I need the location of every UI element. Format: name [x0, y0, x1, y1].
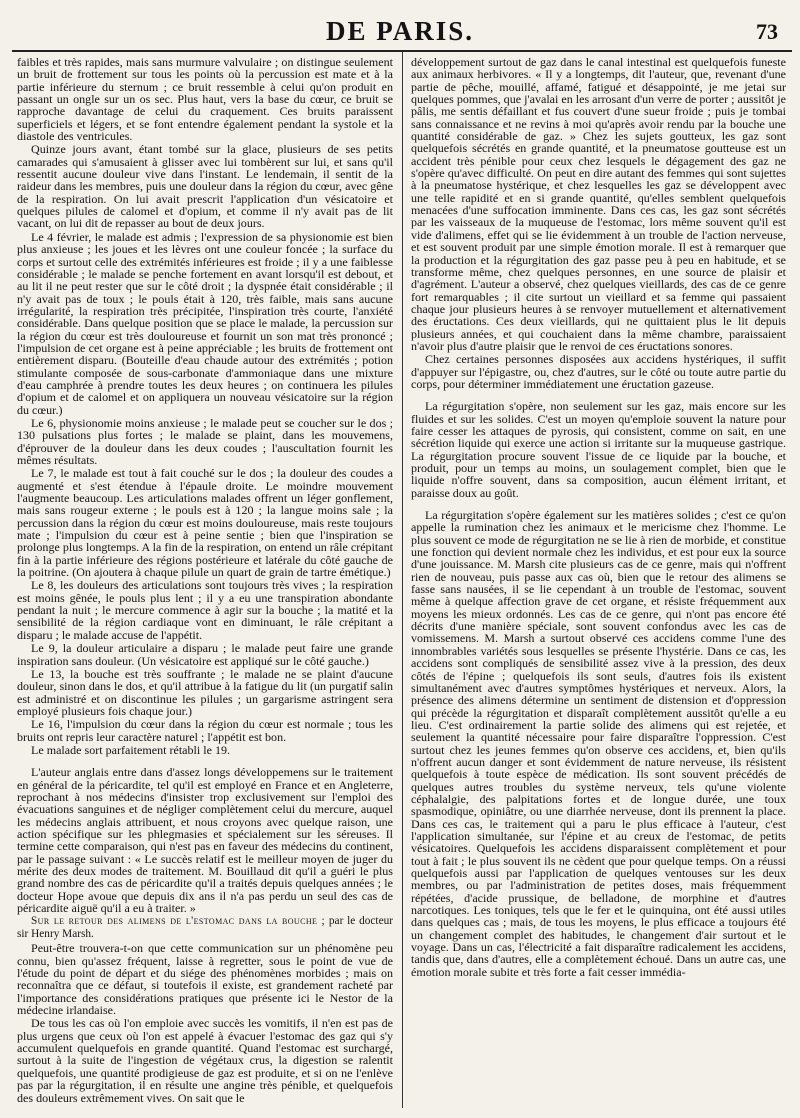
body-paragraph: De tous les cas où l'on emploie avec succès les vomitifs, il n'en est pas de plus urgens que ceux où l'on est appelé à évacuer l'estomac des gaz qui s'y accumulent quelquefois en grande quantité. Quand l'estomac est surchargé, surtout à la suite de l'ingestion de végétaux crus, la digestion se ralentit quelquefois, une quantité prodigieuse de gaz est produite, et si on ne l'enlève pas par la régurgitation, il en résulte une angine très pénible, et quelquefois des douleurs extrêmement vives. On sait que le [17, 1016, 393, 1105]
body-paragraph: Chez certaines personnes disposées aux accidens hystériques, il suffit d'appuyer sur l'épigastre, ou, chez d'autres, sur le côté ou toute autre partie du corps, pour déterminer immédiatement une éructation gazeuse. [411, 352, 786, 391]
section-heading [17, 915, 393, 941]
body-paragraph: Le 13, la bouche est très souffrante ; le malade ne se plaint d'aucune douleur, sinon dans le dos, et qu'il attribue à la fatigue du lit (un purgatif salin est administré et on discontinue les pilules ; un gargarisme astringent sera employé plusieurs fois chaque jour.) [17, 666, 393, 718]
body-paragraph: Le 6, physionomie moins anxieuse ; le malade peut se coucher sur le dos ; 130 pulsations plus fortes ; le malade se plaint, dans les mouvemens, d'éprouver de la douleur dans les deux coudes ; l'auscultation fournit les mêmes résultats. [17, 415, 393, 467]
running-title: DE PARIS. [325, 16, 475, 46]
body-paragraph: Le 7, le malade est tout à fait couché sur le dos ; la douleur des coudes a augmenté et s'est étendue à l'épaule droite. Le moindre mouvement l'augmente beaucoup. Les articulations malades offrent un léger gonflement, mais sans rougeur externe ; le pouls est à 120 ; la langue moins sale ; la percussion dans la région du cœur est moins douloureuse, mais reste toujours mate ; l'impulsion du cœur est à peine sentie ; bien que l'inspiration se prolonge plus longtemps. A la fin de la respiration, on entend un râle crépitant fin à la partie inférieure des régions postérieure et latérale du côté gauche de la poitrine. (On ajoutera à chaque pilule un quart de grain de tartre émétique.) [17, 466, 393, 580]
column-divider [402, 52, 403, 1108]
body-paragraph: Le malade sort parfaitement rétabli le 19. [31, 742, 231, 757]
right-column [411, 56, 786, 1110]
body-paragraph: Le 8, les douleurs des articulations sont toujours très vives ; la respiration est moins gênée, le pouls plus lent ; il y a eu une transpiration abondante pendant la nuit ; le mercure commence à agir sur la bouche ; la matité et la sensibilité de la région cardiaque vont en diminuant, le râle crépitant a disparu ; le malade accuse de l'appétit. [17, 578, 393, 642]
body-paragraph: développement surtout de gaz dans le canal intestinal est quelquefois funeste aux animaux herbivores. « Il y a longtemps, dit l'auteur, que, revenant d'une partie de pêche, mouillé, affamé, fatigué et désappointé, je me jetai sur quelques pommes, que j'avalai en les arrosant d'un verre de porter ; aussitôt je pâlis, me sentis défaillant et fus couvert d'une sueur froide ; puis je tombai sans connaissance et ne revins à moi qu'après avoir rendu par la bouche une quantité considérable de gaz. » Chez les sujets goutteux, les gaz sont quelquefois sécrétés en grande quantité, et la pneumatose goutteuse est un accident très pénible pour ceux chez lesquels le dégagement des gaz ne s'opère qu'avec difficulté. On peut en dire autant des femmes qui sont sujettes à la pneumatose hystérique, et chez lesquelles les gaz se développent avec une telle rapidité et en si grande quantité, qu'elles semblent quelquefois menacées d'une suffocation imminente. Dans ces cas, les gaz sont sécrétés par les vaisseaux de la muqueuse de l'estomac, lors même souvent qu'il est vide d'alimens, effet qui se lie évidemment à un trouble de l'action nerveuse, et est souvent produit par une simple émotion morale. Il est à remarquer que la production et la régurgitation des gaz passe peu à peu en habitude, et se transforme même, chez quelques personnes, en une source de plaisir et d'agrément. L'auteur a observé, chez quelques vieillards, des cas de ce genre fort remarquables ; il cite surtout un vieillard et sa femme qui passaient chaque jour plusieurs heures à se renvoyer mutuellement et alternativement des éructations. Ces deux vieillards, qui ne quittaient plus le lit depuis plusieurs années, et qui couchaient dans la même chambre, paraissaient n'avoir plus d'autre plaisir que le renvoi de ces éructations sonores. [411, 56, 786, 353]
left-column [17, 56, 393, 1110]
section-heading-author: par le docteur sir Henry Marsh. [17, 915, 393, 941]
section-heading-caps: Sur le retour des alimens de l'estomac dans la bouche ; [31, 915, 326, 928]
body-paragraph: Le 9, la douleur articulaire a disparu ; le malade peut faire une grande inspiration sans douleur. (Un vésicatoire est appliqué sur le côté gauche.) [17, 641, 393, 668]
body-paragraph: Le 4 février, le malade est admis ; l'expression de sa physionomie est bien plus anxieuse ; les joues et les lèvres ont une couleur foncée ; la surface du corps et surtout celle des extrémités inférieures est froide ; il y a une faiblesse considérable ; le malade se penche fortement en avant lorsqu'il est debout, et au lit il ne peut rester que sur le côté droit ; la dyspnée était considérable ; il n'y avait pas de toux ; le pouls était à 120, très faible, mais sans aucune irrégularité, la respiration très précipitée, l'inspiration très courte, l'anxiété considérable. Dans quelque position que se place le malade, la percussion sur la région du cœur est très douloureuse et fournit un son mat très prononcé ; l'impulsion de cet organe est à peine appréciable ; les bruits de frottement ont entièrement disparu. (Bouteille d'eau chaude autour des extrémités ; potion stimulante composée de sous-carbonate d'ammoniaque dans une mixture d'eau camphrée à prendre toutes les deux heures ; on continuera les pilules d'opium et de calomel et on appliquera un nouveau vésicatoire sur la région du cœur.) [17, 229, 393, 417]
body-paragraph: La régurgitation s'opère, non seulement sur les gaz, mais encore sur les fluides et sur les solides. C'est un moyen qu'emploie souvent la nature pour faire cesser les attaques de pyrosis, qui consistent, comme on sait, en une sécrétion liquide qui exerce une action si irritante sur la muqueuse gastrique. La régurgitation procure souvent l'issue de ce liquide par la bouche, et produit, pour un temps au moins, un soulagement complet, bien que le liquide n'offre souvent, dans sa composition, aucun élément irritant, et paraisse doux au goût. [411, 399, 786, 500]
body-paragraph: La régurgitation s'opère également sur les matières solides ; c'est ce qu'on appelle la rumination chez les animaux et le mericisme chez l'homme. Le plus souvent ce mode de régurgitation ne se lie à rien de morbide, et constitue une fonction qui devient normale chez les individus, et est pour eux la source d'une jouissance. M. Marsh cite plusieurs cas de ce genre, mais qui n'offrent rien de nouveau, puis passe aux cas où, bien que le retour des alimens se fasse sans nausées, il se lie cependant à un trouble de l'estomac, souvent même à quelque affection grave de cet organe, et résiste fréquemment aux moyens les mieux ordonnés. Les cas de ce genre, qui n'ont pas encore été décrits d'une manière spéciale, sont souvent confondus avec les cas de vomissemens. M. Marsh a surtout observé ces accidens comme l'une des innombrables variétés sous lesquelles se présente l'hystérie. Dans ce cas, les accidens sont compliqués de sensibilité assez vive à la pression, des deux côtés de l'épine ; quelquefois ils sont seuls, d'autres fois ils existent simultanément avec d'autres symptômes hystériques et nerveux. Alors, la présence des alimens détermine un sentiment de distension et d'oppression qui précède la régurgitation et disparaît complètement aussitôt qu'elle a eu lieu. C'est ordinairement la partie solide des alimens qui est rejetée, et seulement la quantité nécessaire pour faire disparaître l'oppression. C'est surtout chez les jeunes femmes qu'on observe ces accidens, et, bien qu'ils n'offrent aucun danger et sont évidemment de nature nerveuse, ils résistent quelquefois à toute espèce de médication. Ils sont souvent précédés de quelques autres troubles du système nerveux, tels qu'une violente céphalalgie, des palpitations fortes et de longue durée, une toux spasmodique, opiniâtre, ou une diarrhée nerveuse, dont ils prennent la place. Dans ces cas, le traitement qui a paru le plus efficace à l'auteur, c'est l'application simultanée, sur l'épine et au creux de l'estomac, de petits vésicatoires. Quelquefois les accidens disparaissent complètement et pour tout à fait ; le plus souvent ils ne cèdent que pour quelque temps. On a réussi quelquefois aussi par l'application de quelques ventouses sur les deux membres, ou par l'administration de petites doses, mais fréquemment répétées, d'acide prussique, de belladone, de morphine et d'autres narcotiques. Les toniques, tels que le fer et le quinquina, ont été aussi utiles dans quelques cas ; mais, de tous les moyens, le plus efficace a toujours été un changement complet des habitudes, le changement d'air surtout et le voyage. Dans un cas, l'électricité a fait disparaître radicalement les accidens, tandis que, dans d'autres, elle a complètement échoué. Dans un autre cas, une émotion morale subite et très forte a fait cesser immédia- [411, 508, 786, 979]
page-header [0, 10, 800, 50]
body-paragraph: L'auteur anglais entre dans d'assez longs développemens sur le traitement en général de la péricardite, tel qu'il est employé en France et en Angleterre, reprochant à nos médecins d'insister trop exclusivement sur l'emploi des évacuations sanguines et de négliger complètement celui du mercure, auquel les médecins anglais attribuent, et nous croyons avec quelque raison, une action spécifique sur les phlegmasies et spécialement sur les séreuses. Il termine cette comparaison, qui n'est pas en faveur des médecins du continent, par le passage suivant : « Le succès relatif est le meilleur moyen de juger du mérite des deux modes de traitement. M. Bouillaud dit qu'il a guéri le plus grand nombre des cas de péricardite qu'il a traités depuis quelques années ; le docteur Hope avoue que depuis dix ans il n'a pas perdu un seul des cas de péricardite aiguë qu'il a eu à traiter. » [17, 765, 393, 916]
body-paragraph: faibles et très rapides, mais sans murmure valvulaire ; on distingue seulement un bruit de frottement sur tous les points où la percussion est mate et à la partie inférieure du sternum ; ce bruit ressemble à celui qu'on produit en passant un ongle sur un os sec. Plus haut, vers la base du cœur, ce bruit se rapproche davantage de celui du craquement. Ces bruits paraissent superficiels et légers, et se font entendre également pendant la systole et la diastole des ventricules. [17, 56, 393, 144]
body-paragraph: Quinze jours avant, étant tombé sur la glace, plusieurs de ses petits camarades qui s'amusaient à glisser avec lui tombèrent sur lui, et sans qu'il ressentit aucune douleur vive dans l'instant. Le lendemain, il sentit de la raideur dans les membres, puis une douleur dans la région du cœur, avec gêne de la respiration. On lui avait prescrit l'application d'un vésicatoire et quelques pilules de calomel et d'opium, et comme il n'y avait pas de lit vacant, on lui dit de repasser au bout de deux jours. [17, 142, 393, 231]
body-paragraph: Peut-être trouvera-t-on que cette communication sur un phénomène peu connu, bien qu'assez fréquent, laisse à regretter, sous le point de vue de l'étude du point de départ et du siége des phénomènes morbides ; mais on reconnaîtra que ce défaut, si toutefois il existe, est grandement racheté par l'importance des considérations pratiques que présente ici le Nestor de la médecine irlandaise. [17, 941, 393, 1018]
body-paragraph: Le 16, l'impulsion du cœur dans la région du cœur est normale ; tous les bruits ont repris leur caractère naturel ; l'appétit est bon. [17, 717, 393, 744]
page-number: 73 [756, 19, 778, 44]
